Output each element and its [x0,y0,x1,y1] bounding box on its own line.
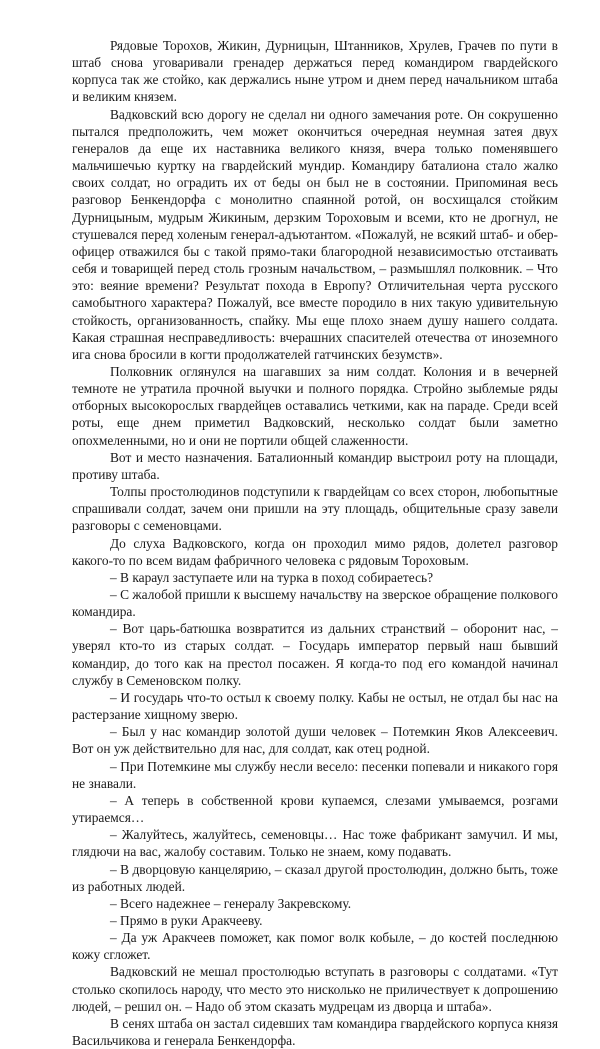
dialogue-line: – Вот царь-батюшка возвратится из дальних странствий – оборонит нас, – уверял кто-то из старых солдат. – Государь император первый наш бывший командир, до того как на престол посажен. Я когда-то под его командой начинал службу в Семеновском полку. [72,621,558,688]
paragraph: Рядовые Торохов, Жикин, Дурницын, Штанников, Хрулев, Грачев по пути в штаб снова уговаривали гренадер держаться перед командиром гвардейского корпуса так же стойко, как держались ныне утром и днем перед начальником штаба и великим князем. [72,38,558,105]
dialogue-line: – При Потемкине мы службу несли весело: песенки попевали и никакого горя не знавали. [72,758,558,791]
paragraph: Полковник оглянулся на шагавших за ним солдат. Колония и в вечерней темноте не утратила прочной выучки и полного порядка. Стройно зыблемые ряды отборных высокорослых гвардейцев оставались четкими, как на параде. Среди всей роты, еще днем приметил Вадковский, несколько солдат были заметно опохмеленными, но и они не портили общей слаженности. [72,363,558,448]
dialogue-line: – В караул заступаете или на турка в поход собираетесь? [110,569,434,585]
document-page [72,37,558,1049]
paragraph: Вадковский всю дорогу не сделал ни одного замечания роте. Он сокрушенно пытался предположить, чем может окончиться очередная неумная затея двух генералов да еще их наставника великого князя, вчера только поменявшего мальчишечью куртку на гвардейский мундир. Командиру баталиона стало жалко своих солдат, но оградить их от беды он был не в состоянии. Припоминая весь разговор Бенкендорфа с монолитно спаянной ротой, он восхищался стойким Дурницыным, мудрым Жикиным, дерзким Тороховым и всеми, кто не дрогнул, не стушевался перед холеным генерал-адъютантом. «Пожалуй, не всякий штаб- и обер-офицер отважился бы с такой прямо-таки благородной независимостью отстаивать себя и товарищей перед столь грозным начальством, – размышлял полковник. – Что это: веяние времени? Результат похода в Европу? Отличительная черта русского самобытного характера? Пожалуй, все вместе породило в них такую удивительную стойкость, организованность, спайку. Мы еще плохо знаем душу нашего солдата. Какая страшная несправедливость: вчерашних спасителей отечества от иноземного ига снова бросили в когти продолжателей гатчинских безумств». [72,106,558,362]
paragraph: Толпы простолюдинов подступили к гвардейцам со всех сторон, любопытные спрашивали солдат, зачем они пришли на эту площадь, общительные сразу завели разговоры с семеновцами. [72,484,558,534]
dialogue-line: – Был у нас командир золотой души человек – Потемкин Яков Алексеевич. Вот он уж действительно для нас, для солдат, как отец родной. [72,724,558,757]
dialogue-line: – Да уж Аракчеев поможет, как помог волк кобыле, – до костей последнюю кожу сгложет. [72,930,558,963]
dialogue-line: – А теперь в собственной крови купаемся, слезами умываемся, розгами утираемся… [72,792,558,826]
dialogue-line: – В дворцовую канцелярию, – сказал другой простолюдин, должно быть, тоже из работных людей. [72,861,558,894]
paragraph: Вот и место назначения. Баталионный командир выстроил роту на площади, противу штаба. [72,449,558,482]
dialogue-line: – Прямо в руки Аракчееву. [110,912,263,928]
paragraph: Вадковский не мешал простолюдью вступать в разговоры с солдатами. «Тут столько скопилось народу, что место это нисколько не приличествует к допрошению людей, – решил он. – Надо об этом сказать мудрецам из дворца и штаба». [72,964,558,1014]
paragraph: В сенях штаба он застал сидевших там командира гвардейского корпуса князя Васильчикова и генерала Бенкендорфа. [72,1015,558,1049]
paragraph: До слуха Вадковского, когда он проходил мимо рядов, долетел разговор какого-то по всем видам фабричного человека с рядовым Тороховым. [72,535,558,568]
dialogue-line: – С жалобой пришли к высшему начальству на зверское обращение полкового командира. [72,587,558,620]
dialogue-line: – Жалуйтесь, жалуйтесь, семеновцы… Нас тоже фабрикант замучил. И мы, глядючи на вас, жалобу составим. Только не знаем, кому подавать. [72,827,558,860]
dialogue-line: – И государь что-то остыл к своему полку. Кабы не остыл, не отдал бы нас на растерзание хищному зверю. [72,689,558,723]
dialogue-line: – Всего надежнее – генералу Закревскому. [110,895,352,911]
